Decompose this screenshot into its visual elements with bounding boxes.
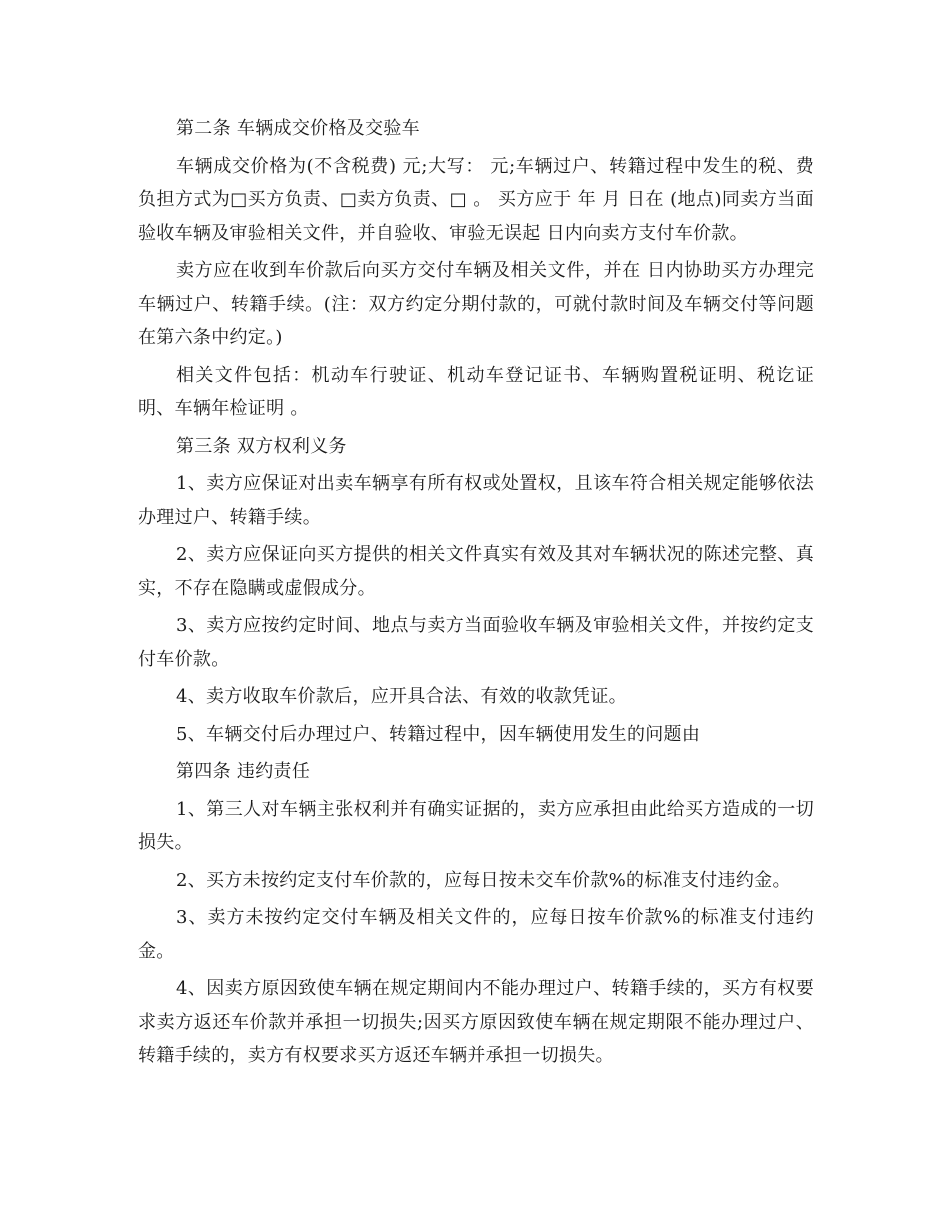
document-body xyxy=(138,112,814,1077)
article-3-clause-4: 4、卖方收取车价款后，应开具合法、有效的收款凭证。 xyxy=(176,686,627,707)
article-4-clause-1: 1、第三人对车辆主张权利并有确实证据的，卖方应承担由此给买方造成的一切损失。 xyxy=(138,798,814,853)
article-4-heading: 第四条 违约责任 xyxy=(176,761,311,782)
article-3-clause-2: 2、卖方应保证向买方提供的相关文件真实有效及其对车辆状况的陈述完整、真实，不存在隐瞒或虚假成分。 xyxy=(138,544,814,599)
article-4-clause-3: 3、卖方未按约定交付车辆及相关文件的，应每日按车价款%的标准支付违约金。 xyxy=(138,907,814,962)
article-2-price-paragraph: 车辆成交价格为(不含税费) 元;大写： 元;车辆过户、转籍过程中发生的税、费负担方式为□买方负责、□卖方负责、□ 。 买方应于 年 月 日在 (地点)同卖方当面验收车辆及审验相关文件，并自验收、审验无误起 日内向卖方支付车价款。 xyxy=(138,155,814,244)
article-3-heading: 第三条 双方权利义务 xyxy=(176,435,347,457)
article-4-clause-4: 4、因卖方原因致使车辆在规定期间内不能办理过户、转籍手续的，买方有权要求卖方返还车价款并承担一切损失;因买方原因致使车辆在规定期限不能办理过户、转籍手续的，卖方有权要求买方返还车辆并承担一切损失。 xyxy=(138,978,814,1066)
article-3-clause-3: 3、卖方应按约定时间、地点与卖方当面验收车辆及审验相关文件，并按约定支付车价款。 xyxy=(138,615,814,670)
article-3-clause-5: 5、车辆交付后办理过户、转籍过程中，因车辆使用发生的问题由 xyxy=(176,723,701,745)
article-2-documents-paragraph: 相关文件包括：机动车行驶证、机动车登记证书、车辆购置税证明、税讫证明、车辆年检证明 。 xyxy=(138,364,814,419)
article-4-clause-2: 2、买方未按约定支付车价款的，应每日按未交车价款%的标准支付违约金。 xyxy=(176,869,791,891)
article-3-clause-1: 1、卖方应保证对出卖车辆享有所有权或处置权，且该车符合相关规定能够依法办理过户、转籍手续。 xyxy=(138,473,814,528)
article-2-delivery-paragraph: 卖方应在收到车价款后向买方交付车辆及相关文件，并在 日内协助买方办理完车辆过户、转籍手续。(注：双方约定分期付款的，可就付款时间及车辆交付等问题在第六条中约定。) xyxy=(138,260,814,348)
article-2-heading: 第二条 车辆成交价格及交验车 xyxy=(176,118,420,139)
